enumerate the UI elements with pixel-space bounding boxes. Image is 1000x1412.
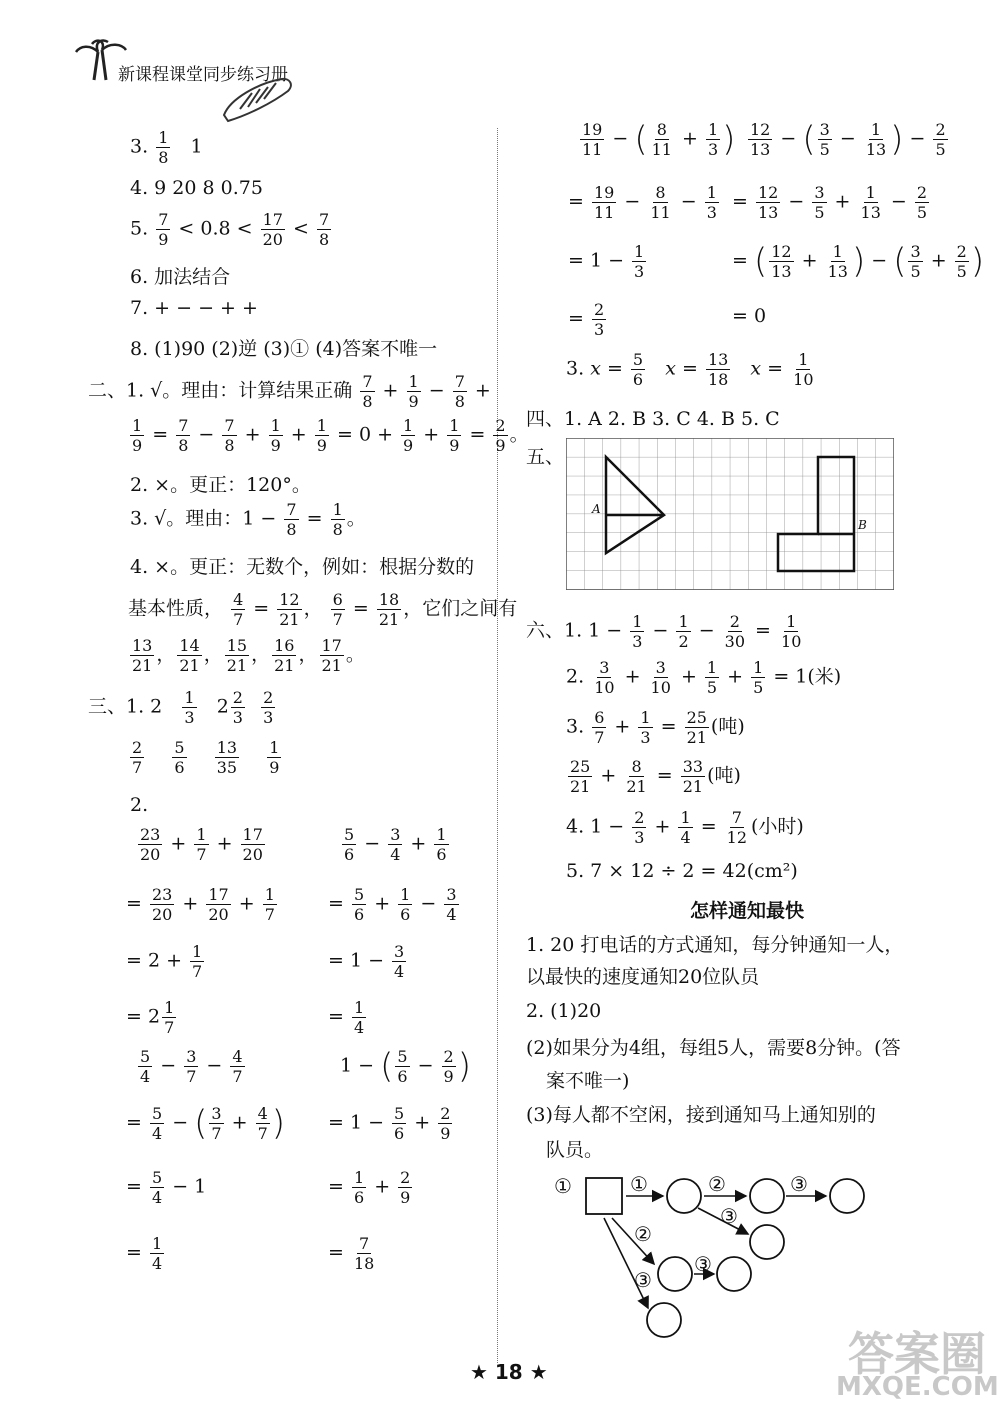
calc-d-4: = 0 xyxy=(732,305,767,327)
answer-1-5: 5. $\frac{7}{9}$ < 0.8 < $\frac{17}{20}$ < $\frac{7}{8}$ xyxy=(130,210,330,249)
notify-q2-3-cont: 队员。 xyxy=(546,1139,604,1161)
answer-2-4-list: $\frac{13}{21}$ ， $\frac{14}{21}$ ， $\frac{15}{21}$ ， $\frac{16}{21}$ ， $\frac{17}{21}$ 。 xyxy=(132,636,365,675)
answer-3-2-label: 2. xyxy=(130,794,149,816)
calc-b-5: 1 − ( $\frac{5}{6}$ − $\frac{2}{9}$ ) xyxy=(340,1046,471,1087)
column-divider xyxy=(497,128,498,1363)
calc-b-2: = $\frac{5}{6}$ + $\frac{1}{6}$ − $\frac{3}{4}$ xyxy=(328,885,457,924)
answer-6-4: 4. 1 − $\frac{2}{3}$ + $\frac{1}{4}$ = $\frac{7}{12}$ (小时) xyxy=(566,808,804,847)
diagram-label-2a: ② xyxy=(708,1172,726,1196)
answer-2-1: 二、1. √。理由：计算结果正确 $\frac{7}{8}$ + $\frac{1}{9}$ − $\frac{7}{8}$ + xyxy=(88,372,491,411)
calc-d-3: = ( $\frac{12}{13}$ + $\frac{1}{13}$ ) − ( $\frac{3}{5}$ + $\frac{2}{5}$ ) xyxy=(732,241,985,282)
notify-q2: 2. (1)20 xyxy=(526,1000,602,1022)
calc-d-1: $\frac{12}{13}$ − ( $\frac{3}{5}$ − $\frac{1}{13}$ ) − $\frac{2}{5}$ xyxy=(750,119,946,160)
answer-2-3: 3. √。理由：1 − $\frac{7}{8}$ = $\frac{1}{8}$ 。 xyxy=(130,500,366,539)
diagram-label-1: ① xyxy=(554,1174,572,1198)
answer-2-2: 2. ×。更正：120°。 xyxy=(130,474,311,496)
diagram-label-3d: ③ xyxy=(634,1268,652,1292)
diagram-label-3c: ③ xyxy=(694,1252,712,1276)
watermark-logo: 答案圈 xyxy=(848,1327,986,1381)
answer-1-4: 4. 9 20 8 0.75 xyxy=(130,177,263,199)
calc-b-8: = $\frac{7}{18}$ xyxy=(328,1234,375,1273)
calc-d-2: = $\frac{12}{13}$ − $\frac{3}{5}$ + $\frac{1}{13}$ − $\frac{2}{5}$ xyxy=(732,183,928,222)
answer-1-7: 7. + − − + + xyxy=(130,297,258,319)
answer-2-1-cont: $\frac{1}{9}$ = $\frac{7}{8}$ − $\frac{7}{8}$ + $\frac{1}{9}$ + $\frac{1}{9}$ = 0 + $\frac{1}{9}$ + $\frac{1}{9}$ = $\frac{2}{9}$ 。 xyxy=(132,416,529,455)
answer-1-8: 8. (1)90 (2)逆 (3)① (4)答案不唯一 xyxy=(130,338,438,360)
notify-q2-3: (3)每人都不空闲，接到通知马上通知别的 xyxy=(526,1104,876,1126)
calc-b-6: = 1 − $\frac{5}{6}$ + $\frac{2}{9}$ xyxy=(328,1104,451,1143)
answer-1-3: 3. $\frac{1}{8}$ 1 xyxy=(130,128,203,167)
notify-q1-cont: 以最快的速度通知20位队员 xyxy=(526,966,760,988)
answer-5-label: 五、 xyxy=(526,446,565,468)
answer-2-4-cont: 基本性质， $\frac{4}{7}$ = $\frac{12}{21}$ ， $\frac{6}{7}$ = $\frac{18}{21}$ ，它们之间有 xyxy=(128,590,518,629)
calc-c-2: = $\frac{19}{11}$ − $\frac{8}{11}$ − $\frac{1}{3}$ xyxy=(568,183,717,222)
answer-6-1: 六、1. 1 − $\frac{1}{3}$ − $\frac{1}{2}$ − $\frac{2}{30}$ = $\frac{1}{10}$ xyxy=(526,612,802,651)
grid-point-a: A xyxy=(592,502,601,516)
answer-1-6: 6. 加法结合 xyxy=(130,266,231,288)
grid-point-b: B xyxy=(858,518,867,532)
answer-2-4: 4. ×。更正：无数个，例如：根据分数的 xyxy=(130,556,475,578)
notify-q2-2-cont: 案不唯一) xyxy=(546,1070,630,1092)
calc-a-4: = 2 $\frac{1}{7}$ xyxy=(126,998,175,1037)
calc-a-7: = $\frac{5}{4}$ − 1 xyxy=(126,1168,207,1207)
answer-6-2: 2. $\frac{3}{10}$ + $\frac{3}{10}$ + $\frac{1}{5}$ + $\frac{1}{5}$ = 1(米) xyxy=(566,658,842,697)
calc-c-3: = 1 − $\frac{1}{3}$ xyxy=(568,242,645,281)
answer-3-1: 三、1. 2 $\frac{1}{3}$ 2 $\frac{2}{3}$ $\frac{2}{3}$ xyxy=(88,688,274,727)
grid-figure xyxy=(566,438,894,595)
pencil-logo-icon xyxy=(218,75,298,128)
answer-6-5: 5. 7 × 12 ÷ 2 = 42(cm²) xyxy=(566,860,798,882)
calc-a-1: $\frac{23}{20}$ + $\frac{1}{7}$ + $\frac{17}{20}$ xyxy=(140,825,263,864)
answer-4: 四、1. A 2. B 3. C 4. B 5. C xyxy=(526,408,780,430)
calc-a-3: = 2 + $\frac{1}{7}$ xyxy=(126,942,203,981)
calc-c-1: $\frac{19}{11}$ − ( $\frac{8}{11}$ + $\frac{1}{3}$ ) xyxy=(582,119,736,160)
diagram-label-2b: ② xyxy=(634,1222,652,1246)
diagram-label-3a: ③ xyxy=(790,1172,808,1196)
notify-q2-2: (2)如果分为4组，每组5人，需要8分钟。(答 xyxy=(526,1037,901,1059)
answer-6-3b: $\frac{25}{21}$ + $\frac{8}{21}$ = $\frac{33}{21}$ (吨) xyxy=(570,757,741,796)
calc-b-4: = $\frac{1}{4}$ xyxy=(328,998,365,1037)
calc-a-5: $\frac{5}{4}$ − $\frac{3}{7}$ − $\frac{4}{7}$ xyxy=(140,1047,243,1086)
diagram-label-3b: ③ xyxy=(720,1204,738,1228)
calc-a-2: = $\frac{23}{20}$ + $\frac{17}{20}$ + $\frac{1}{7}$ xyxy=(126,885,275,924)
answer-3-3: 3. x = $\frac{5}{6}$ x = $\frac{13}{18}$ x = $\frac{1}{10}$ xyxy=(566,350,814,389)
calc-c-4: = $\frac{2}{3}$ xyxy=(568,300,605,339)
answer-3-1-row2: $\frac{2}{7}$ $\frac{5}{6}$ $\frac{13}{35}$ $\frac{1}{9}$ xyxy=(132,738,280,777)
notify-q1: 1. 20 打电话的方式通知，每分钟通知一人， xyxy=(526,934,904,956)
section-title: 怎样通知最快 xyxy=(690,900,805,922)
calc-a-6: = $\frac{5}{4}$ − ( $\frac{3}{7}$ + $\frac{4}{7}$ ) xyxy=(126,1103,286,1144)
watermark-url: MXQE.COM xyxy=(836,1372,999,1402)
calc-a-8: = $\frac{1}{4}$ xyxy=(126,1234,163,1273)
answer-6-3: 3. $\frac{6}{7}$ + $\frac{1}{3}$ = $\frac{25}{21}$ (吨) xyxy=(566,708,745,747)
diagram-label-1b: ① xyxy=(630,1172,648,1196)
calc-b-1: $\frac{5}{6}$ − $\frac{3}{4}$ + $\frac{1}{6}$ xyxy=(344,825,447,864)
calc-b-7: = $\frac{1}{6}$ + $\frac{2}{9}$ xyxy=(328,1168,411,1207)
page-header-title: 新课程课堂同步练习册 xyxy=(118,65,288,85)
calc-b-3: = 1 − $\frac{3}{4}$ xyxy=(328,942,405,981)
page-number: ★ 18 ★ xyxy=(470,1360,548,1384)
